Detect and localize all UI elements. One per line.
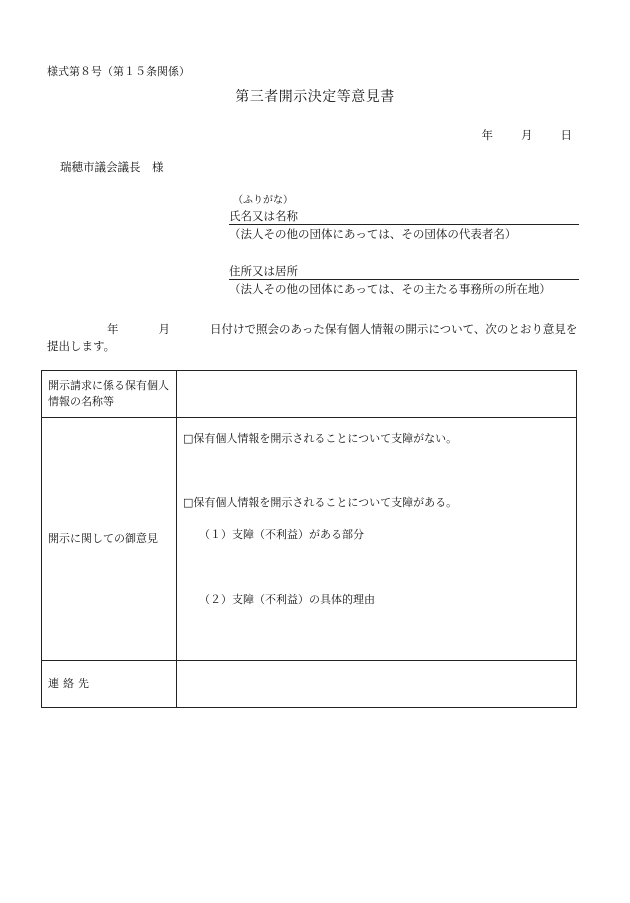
name-field[interactable] [229,209,579,226]
option-no-objection-text: 保有個人情報を開示されることについて支障がない。 [193,432,458,445]
table-row [42,418,577,661]
date-year: 年 [481,128,493,142]
contact-field[interactable] [177,661,577,708]
address-field[interactable] [229,264,579,281]
contact-label: 連絡先 [42,661,177,708]
request-info-field[interactable] [177,371,577,418]
option-objection-text: 保有個人情報を開示されることについて支障がある。 [193,496,458,509]
date-day: 日 [560,128,572,142]
objection-reason-label: （２）支障（不利益）の具体的理由 [199,593,375,606]
address-note: （法人その他の団体にあっては、その主たる事務所の所在地） [229,282,551,297]
objection-part-label: （１）支障（不利益）がある部分 [199,528,364,541]
applicant-block [229,194,579,298]
checkbox-icon[interactable]: □ [183,432,194,445]
statement-paragraph [47,321,582,355]
para-text: 日付けで照会のあった保有個人情報の開示について、次のとおり意見を提出します。 [47,322,578,353]
name-label: 氏名又は名称 [229,208,298,223]
date-line [482,128,573,144]
opinion-table [41,370,577,708]
opinion-label: 開示に関しての御意見 [42,418,177,661]
para-year: 年 [107,322,119,336]
addressee: 瑞穂市議会議長 様 [60,160,164,174]
address-label: 住所又は居所 [229,263,298,278]
document-title: 第三者開示決定等意見書 [235,89,395,105]
option-objection[interactable] [183,496,457,511]
checkbox-icon[interactable]: □ [183,496,194,509]
table-row [42,371,577,418]
date-month: 月 [521,128,533,142]
option-no-objection[interactable] [183,432,457,447]
form-number: 様式第８号（第１５条関係） [47,65,190,78]
opinion-field [177,418,577,661]
para-month: 月 [158,322,170,336]
table-row [42,661,577,708]
furigana-label: （ふりがな） [233,195,293,206]
request-info-label: 開示請求に係る保有個人情報の名称等 [42,371,177,418]
name-note: （法人その他の団体にあっては、その団体の代表者名） [229,227,517,242]
